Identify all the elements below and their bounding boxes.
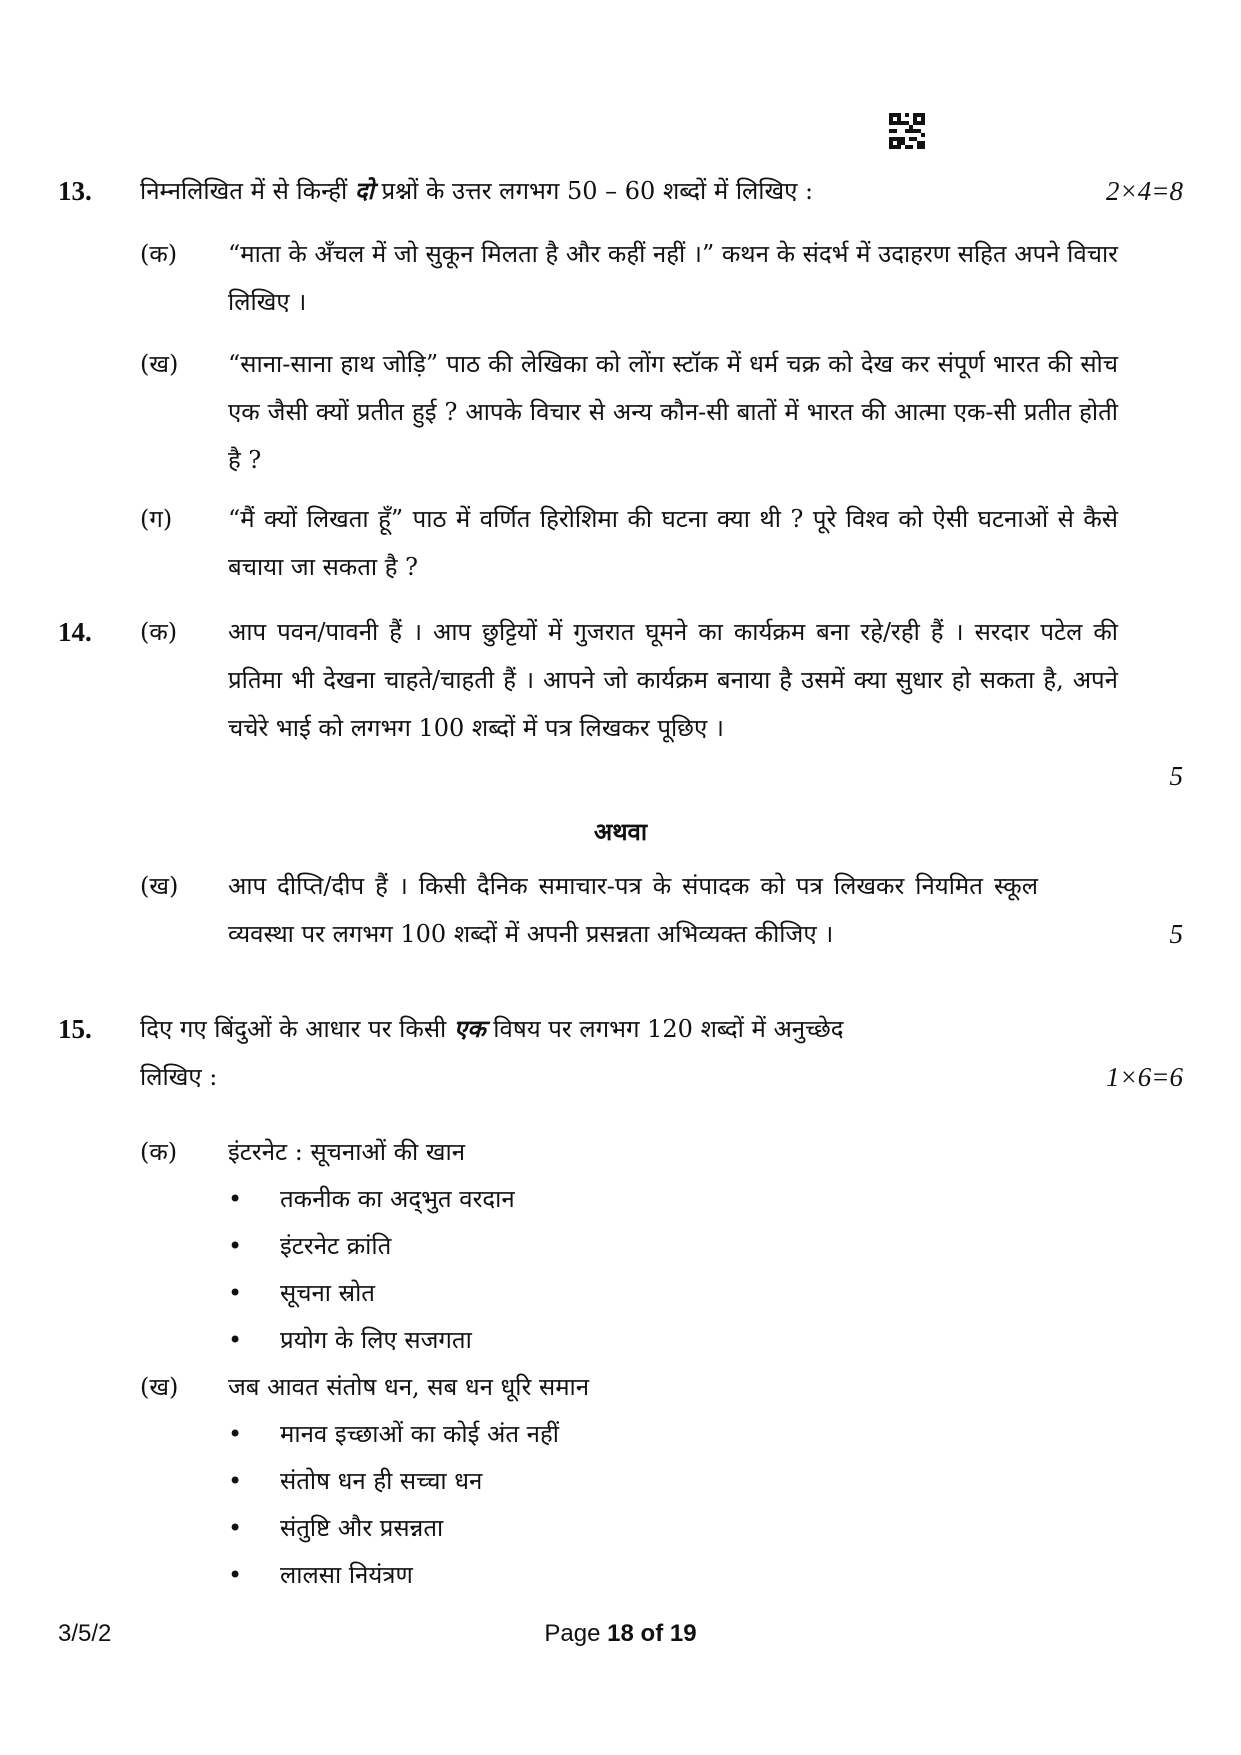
question-15-topic-a-title: इंटरनेट : सूचनाओं की खान [228, 1138, 466, 1166]
list-item: • संतुष्टि और प्रसन्नता [228, 1514, 444, 1542]
question-14-part-a-text: आप पवन/पावनी हैं । आप छुट्टियों में गुजरात घूमने का कार्यक्रम बना रहे/रही हैं । सरदार पटेल की प्रतिमा भी देखना चाहते/चाहती हैं । आपने जो कार्यक्रम बनाया है उसमें क्या सुधार हो सकता है, अपने चचेरे भाई को लगभग 100 शब्दों में पत्र लिखकर पूछिए । [228, 618, 1118, 742]
question-13-instruction: निम्नलिखित में से किन्हीं दो प्रश्नों के उत्तर लगभग 50 – 60 शब्दों में लिखिए : [140, 176, 814, 205]
question-15-marks: 1×6=6 [1106, 1062, 1183, 1092]
question-15-topic-b-label: (ख) [140, 1373, 179, 1401]
question-13-part-a-text: “माता के अँचल में जो सुकून मिलता है और कहीं नहीं ।” कथन के संदर्भ में उदाहरण सहित अपने विचार लिखिए । [228, 240, 1118, 316]
question-13-part-b-label: (ख) [140, 350, 179, 378]
question-15-instruction: दिए गए बिंदुओं के आधार पर किसी एक विषय पर लगभग 120 शब्दों में अनुच्छेद [140, 1014, 844, 1043]
question-13-emphasis: दो [354, 176, 374, 205]
list-item: • मानव इच्छाओं का कोई अंत नहीं [228, 1420, 559, 1448]
question-14-part-b-marks: 5 [1169, 919, 1183, 949]
question-14-part-b-label: (ख) [140, 872, 179, 900]
list-item: • इंटरनेट क्रांति [228, 1232, 392, 1260]
qr-code-icon [889, 113, 925, 149]
paper-code: 3/5/2 [58, 1620, 112, 1647]
question-15-topic-b-title: जब आवत संतोष धन, सब धन धूरि समान [228, 1373, 590, 1401]
question-13-part-c-text: “मैं क्यों लिखता हूँ” पाठ में वर्णित हिरोशिमा की घटना क्या थी ? पूरे विश्व को ऐसी घटनाओं से कैसे बचाया जा सकता है ? [228, 505, 1118, 581]
question-14-number: 14. [58, 617, 92, 647]
question-14-part-a-marks: 5 [1169, 761, 1183, 791]
question-13-part-b-text: “साना-साना हाथ जोड़ि” पाठ की लेखिका को लोंग स्टॉक में धर्म चक्र को देख कर संपूर्ण भारत की सोच एक जैसी क्यों प्रतीत हुई ? आपके विचार से अन्य कौन-सी बातों में भारत की आत्मा एक-सी प्रतीत होती है ? [228, 350, 1118, 474]
question-13-number: 13. [58, 176, 92, 206]
question-15-topic-a-label: (क) [140, 1138, 178, 1166]
or-divider: अथवा [593, 817, 648, 846]
list-item: • सूचना स्रोत [228, 1279, 375, 1307]
question-15-number: 15. [58, 1014, 92, 1044]
question-15-instruction-line2: लिखिए : [140, 1063, 218, 1091]
list-item: • तकनीक का अद्‌भुत वरदान [228, 1185, 515, 1213]
list-item: • संतोष धन ही सच्चा धन [228, 1467, 483, 1495]
page-number: Page 18 of 19 [544, 1620, 697, 1647]
question-13-part-c-label: (ग) [140, 505, 173, 533]
question-15-emphasis: एक [453, 1014, 486, 1043]
question-14-part-a-label: (क) [140, 618, 178, 646]
question-14-part-b-text: आप दीप्ति/दीप हैं । किसी दैनिक समाचार-पत्र के संपादक को पत्र लिखकर नियमित स्कूल व्यवस्था पर लगभग 100 शब्दों में अपनी प्रसन्नता अभिव्यक्त कीजिए । [228, 872, 1038, 948]
list-item: • प्रयोग के लिए सजगता [228, 1326, 472, 1354]
list-item: • लालसा नियंत्रण [228, 1561, 413, 1589]
question-13-part-a-label: (क) [140, 240, 178, 268]
question-13-marks: 2×4=8 [1106, 176, 1183, 206]
